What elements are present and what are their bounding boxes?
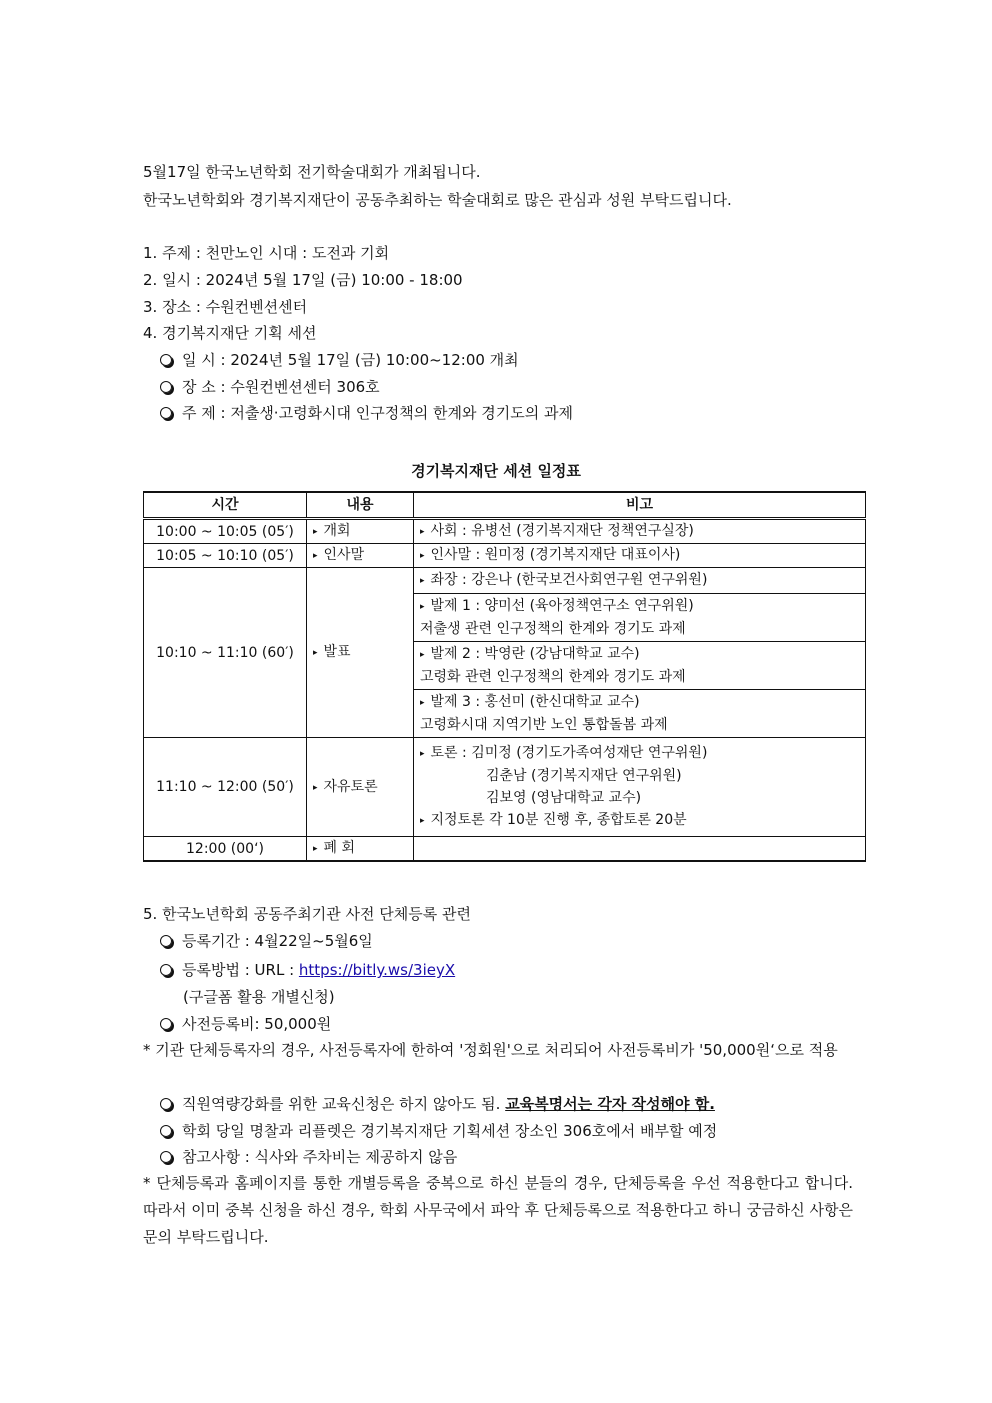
registration-fee-text: 사전등록비: 50,000원 xyxy=(182,1015,332,1033)
circle-bullet-icon xyxy=(160,407,172,419)
table-row xyxy=(144,738,866,837)
remark-text: 사회 : 유병선 (경기복지재단 정책연구실장) xyxy=(430,523,694,539)
circle-bullet-icon xyxy=(160,1098,172,1110)
triangle-marker-icon: ▸ xyxy=(313,551,318,561)
row-time: 10:10 ~ 11:10 (60′) xyxy=(144,568,307,738)
remark-block xyxy=(414,594,865,642)
remark-text: 김춘남 (경기복지재단 연구위원) xyxy=(486,768,682,784)
header-time: 시간 xyxy=(144,492,307,519)
remark-text: 지정토론 각 10분 진행 후, 종합토론 20분 xyxy=(430,812,687,828)
row-item-label: 개회 xyxy=(323,523,351,539)
registration-url-link[interactable]: https://bitly.ws/3ieyX xyxy=(298,961,456,979)
table-row xyxy=(144,568,866,738)
schedule-title: 경기복지재단 세션 일정표 xyxy=(411,462,581,480)
remark-text: 고령화시대 지역기반 노인 통합돌봄 과제 xyxy=(420,717,668,733)
circle-bullet-icon xyxy=(160,381,172,393)
row-item-label: 폐 회 xyxy=(323,840,356,856)
registration-badge-text: 학회 당일 명찰과 리플렛은 경기복지재단 기획세션 장소인 306호에서 배부할 예정 xyxy=(182,1122,718,1140)
schedule-table xyxy=(143,491,866,862)
row-remarks xyxy=(414,738,866,837)
row-remarks xyxy=(414,837,866,862)
circle-bullet-icon xyxy=(160,964,172,976)
row-time: 10:00 ~ 10:05 (05′) xyxy=(144,519,307,544)
remark-text: 발제 1 : 양미선 (육아정책연구소 연구위원) xyxy=(430,598,694,614)
triangle-marker-icon: ▸ xyxy=(420,698,425,708)
schedule-header-row xyxy=(144,492,866,519)
remark-block xyxy=(414,568,865,594)
row-item xyxy=(307,837,414,862)
remark-text: 김보영 (영남대학교 교수) xyxy=(486,790,642,806)
row-time: 12:00 (00‘) xyxy=(144,837,307,862)
triangle-marker-icon: ▸ xyxy=(420,527,425,537)
registration-fee xyxy=(160,1014,331,1034)
session-topic-text: 주 제 : 저출생·고령화시대 인구정책의 한계와 경기도의 과제 xyxy=(182,404,573,422)
triangle-marker-icon: ▸ xyxy=(420,650,425,660)
registration-period xyxy=(160,931,373,951)
circle-bullet-icon xyxy=(160,1151,172,1163)
registration-reference-text: 참고사항 : 식사와 주차비는 제공하지 않음 xyxy=(182,1148,458,1166)
row-remarks xyxy=(414,568,866,738)
triangle-marker-icon: ▸ xyxy=(420,602,425,612)
triangle-marker-icon: ▸ xyxy=(420,576,425,586)
session-place-text: 장 소 : 수원컨벤션센터 306호 xyxy=(182,378,380,396)
registration-period-text: 등록기간 : 4월22일~5월6일 xyxy=(182,932,373,950)
table-row xyxy=(144,837,866,862)
registration-final-note: * 단체등록과 홈페이지를 통한 개별등록을 중복으로 하신 분들의 경우, 단체등록을 우선 적용한다고 합니다. 따라서 이미 중복 신청을 하신 경우, 학회 사무국에서 파악 후 단체등록으로 적용한다고 하니 궁금하신 사항은 문의 부탁드립니다. xyxy=(143,1174,853,1246)
registration-fee-note: * 기관 단체등록자의 경우, 사전등록자에 한하여 '정회원'으로 처리되어 사전등록비가 '50,000원‘으로 적용 xyxy=(143,1041,838,1059)
header-content: 내용 xyxy=(307,492,414,519)
row-item xyxy=(307,568,414,738)
intro-line-1: 5월17일 한국노년학회 전기학술대회가 개최됩니다. xyxy=(143,163,481,181)
remark-text: 저출생 관련 인구정책의 한계와 경기도 과제 xyxy=(420,621,686,637)
row-item-label: 발표 xyxy=(323,644,351,660)
table-row xyxy=(144,519,866,544)
info-topic: 1. 주제 : 천만노인 시대 : 도전과 기회 xyxy=(143,244,390,262)
info-date: 2. 일시 : 2024년 5월 17일 (금) 10:00 - 18:00 xyxy=(143,271,463,289)
triangle-marker-icon: ▸ xyxy=(313,527,318,537)
registration-method-note: (구글폼 활용 개별신청) xyxy=(183,988,335,1006)
triangle-marker-icon: ▸ xyxy=(313,782,318,793)
session-topic xyxy=(160,403,573,423)
registration-training-emphasis: 교육복명서는 각자 작성해야 함. xyxy=(505,1095,715,1113)
circle-bullet-icon xyxy=(160,1018,172,1030)
triangle-marker-icon: ▸ xyxy=(313,844,318,854)
row-item-label: 인사말 xyxy=(323,547,365,563)
header-remarks: 비고 xyxy=(414,492,866,519)
registration-heading: 5. 한국노년학회 공동주최기관 사전 단체등록 관련 xyxy=(143,905,471,923)
circle-bullet-icon xyxy=(160,1125,172,1137)
row-item xyxy=(307,738,414,837)
registration-training xyxy=(160,1094,715,1114)
triangle-marker-icon: ▸ xyxy=(420,816,425,826)
triangle-marker-icon: ▸ xyxy=(420,749,425,759)
row-item xyxy=(307,544,414,568)
remark-block xyxy=(414,690,865,737)
remark-text: 좌장 : 강은나 (한국보건사회연구원 연구위원) xyxy=(430,572,708,588)
row-remarks xyxy=(414,544,866,568)
registration-method xyxy=(160,960,455,980)
info-place: 3. 장소 : 수원컨벤션센터 xyxy=(143,298,308,316)
row-item-label: 자유토론 xyxy=(323,778,378,795)
info-session: 4. 경기복지재단 기획 세션 xyxy=(143,324,317,342)
triangle-marker-icon: ▸ xyxy=(313,648,318,658)
triangle-marker-icon: ▸ xyxy=(420,551,425,561)
table-row xyxy=(144,544,866,568)
row-remarks xyxy=(414,519,866,544)
session-place xyxy=(160,377,380,397)
remark-text: 토론 : 김미정 (경기도가족여성재단 연구위원) xyxy=(430,745,708,761)
circle-bullet-icon xyxy=(160,354,172,366)
row-time: 11:10 ~ 12:00 (50′) xyxy=(144,738,307,837)
registration-training-text: 직원역량강화를 위한 교육신청은 하지 않아도 됨. xyxy=(182,1095,506,1113)
row-item xyxy=(307,519,414,544)
remark-text: 고령화 관련 인구정책의 한계와 경기도 과제 xyxy=(420,669,686,685)
row-time: 10:05 ~ 10:10 (05′) xyxy=(144,544,307,568)
circle-bullet-icon xyxy=(160,935,172,947)
remark-block xyxy=(414,642,865,690)
session-date xyxy=(160,350,519,370)
session-date-text: 일 시 : 2024년 5월 17일 (금) 10:00~12:00 개최 xyxy=(182,351,519,369)
remark-text: 인사말 : 원미정 (경기복지재단 대표이사) xyxy=(430,547,681,563)
registration-badge xyxy=(160,1121,717,1141)
registration-reference xyxy=(160,1147,457,1167)
remark-text: 발제 3 : 홍선미 (한신대학교 교수) xyxy=(430,694,640,710)
registration-method-label: 등록방법 : URL : xyxy=(182,961,299,979)
remark-text: 발제 2 : 박영란 (강남대학교 교수) xyxy=(430,646,640,662)
intro-line-2: 한국노년학회와 경기복지재단이 공동추최하는 학술대회로 많은 관심과 성원 부탁드립니다. xyxy=(143,191,732,209)
